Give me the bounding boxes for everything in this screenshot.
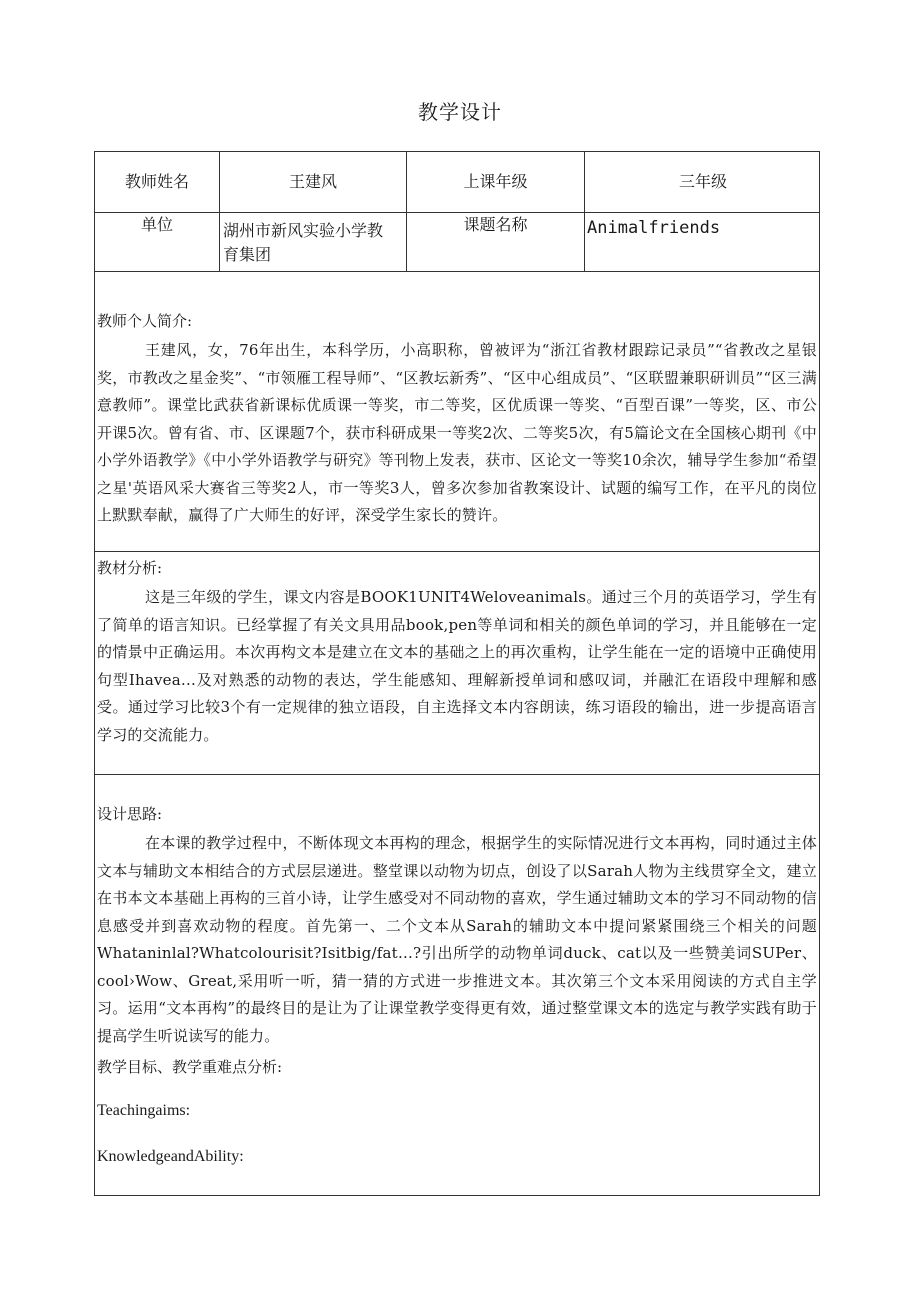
material-heading: 教材分析: [97, 559, 163, 577]
grade-value: 三年级 [678, 172, 727, 191]
design-text: 在本课的教学过程中，不断体现文本再构的理念，根据学生的实际情况进行文本再构，同时通过主体文本与辅助文本相结合的方式层层递进。整堂课以动物为切点，创设了以Sarah人物为主线贯穿全文，建立在书本文本基础上再构的三首小诗，让学生感受对不同动物的喜欢，学生通过辅助文本的学习不同动物的信息感受并到喜欢动物的程度。首先第一、二个文本从Sarah的辅助文本中提问紧紧围绕三个相关的问题Whataninlal?Whatcolourisit?Isitbig/fat…?引出所学的动物单词duck、cat以及一些赞美词SUPer、cool›Wow、Great,采用听一听，猜一猜的方式进一步推进文本。其次第三个文本采用阅读的方式自主学习。运用“文本再构”的最终目的是让为了让课堂教学变得更有效，通过整堂课文本的选定与教学实践有助于提高学生听说读写的能力。 [97, 834, 817, 1045]
row-divider [95, 212, 819, 213]
grade-label: 上课年级 [463, 172, 528, 191]
unit-value [223, 219, 405, 267]
column-divider [584, 152, 585, 271]
topic-value: Animalfriends [587, 218, 721, 238]
profile-text: 王建风，女，76年出生，本科学历，小高职称，曾被评为“浙江省教材跟踪记录员”“省教改之星银奖，市教改之星金奖”、“市领雁工程导师”、“区教坛新秀”、“区中心组成员”、“区联盟兼职研训员”“区三满意教师”。课堂比武获省新课标优质课一等奖，市二等奖，区优质课一等奖、“百型百课”一等奖，区、市公开课5次。曾有省、市、区课题7个，获市科研成果一等奖2次、二等奖5次，有5篇论文在全国核心期刊《中小学外语教学》《中小学外语教学与研究》等刊物上发表，获市、区论文一等奖10余次，辅导学生参加“希望之星'英语风采大赛省三等奖2人，市一等奖3人，曾多次参加省教案设计、试题的编写工作，在平凡的岗位上默默奉献，赢得了广大师生的好评，深受学生家长的赞许。 [97, 341, 817, 524]
unit-value-line1: 湖州市新风实验小学教 [223, 221, 384, 240]
unit-label: 单位 [140, 215, 173, 234]
row-divider [95, 271, 819, 272]
design-heading: 设计思路: [97, 805, 163, 823]
row-divider [95, 774, 819, 775]
objectives-heading: 教学目标、教学重难点分析: [97, 1058, 283, 1076]
material-text: 这是三年级的学生，课文内容是BOOK1UNIT4Weloveanimals。通过三个月的英语学习，学生有了简单的语言知识。已经掌握了有关文具用品book,pen等单词和相关的颜色单词的学习，并且能够在一定的情景中正确运用。本次再构文本是建立在文本的基础之上的再次重构，让学生能在一定的语境中正确使用句型Ihavea…及对熟悉的动物的表达，学生能感知、理解新授单词和感叹词，并融汇在语段中理解和感受。通过学习比较3个有一定规律的独立语段，自主选择文本内容朗读，练习语段的输出，进一步提高语言学习的交流能力。 [97, 588, 817, 744]
teacher-name-value: 王建风 [288, 172, 337, 191]
profile-heading: 教师个人简介: [97, 312, 193, 330]
unit-value-line2: 育集团 [223, 245, 272, 264]
topic-label: 课题名称 [463, 215, 528, 234]
material-analysis-section [95, 556, 819, 749]
teacher-profile-section [95, 309, 819, 530]
column-divider [406, 152, 407, 271]
teacher-name-label: 教师姓名 [124, 172, 189, 191]
row-divider [95, 551, 819, 552]
objectives-section [95, 1055, 819, 1079]
lesson-design-table [94, 151, 820, 1196]
design-idea-section [95, 802, 819, 1050]
column-divider [219, 152, 220, 271]
document-title: 教学设计 [418, 100, 502, 124]
knowledge-ability-label: KnowledgeandAbility: [97, 1148, 244, 1165]
teaching-aims-label: Teachingaims: [97, 1102, 191, 1119]
